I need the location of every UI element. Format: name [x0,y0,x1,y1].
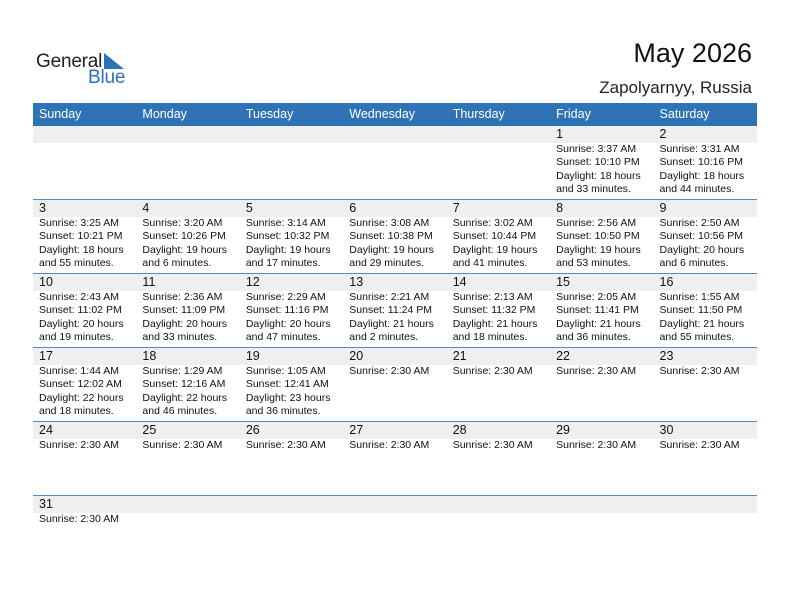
sun-info-line: Daylight: 19 hours [349,243,434,256]
sun-info-line: Sunrise: 3:37 AM [556,143,637,155]
calendar-week-row [33,200,757,274]
sun-info-line: and 29 minutes. [349,256,424,269]
day-number: 10 [39,275,53,289]
day-number: 12 [245,275,260,289]
sun-info-line: Sunrise: 2:30 AM [349,365,430,377]
day-number: 29 [556,423,571,437]
sun-info-line: Sunset: 11:16 PM [245,304,329,317]
sun-info-line: Sunrise: 2:30 AM [245,439,326,451]
sun-info-line: and 41 minutes. [452,256,528,269]
day-sun-info [556,439,653,452]
sun-info-line: and 18 minutes. [452,330,528,343]
calendar-day-cell [654,200,757,273]
day-sun-info [660,439,757,452]
calendar-day-cell [33,496,136,569]
sun-info-line: Sunrise: 2:50 AM [659,217,740,229]
sun-info-line: Sunrise: 2:30 AM [659,365,740,377]
day-sun-info [39,291,136,344]
weekday-thursday: Thursday [452,107,505,121]
calendar-day-cell [654,496,757,569]
sun-info-line: Daylight: 19 hours [142,243,228,256]
sun-info-line: Sunrise: 2:29 AM [245,291,326,303]
day-number: 31 [39,497,53,511]
day-number: 26 [245,423,260,437]
sun-info-line: and 6 minutes. [142,256,212,269]
calendar-day-cell [550,274,653,347]
day-number: 18 [142,349,157,363]
day-number: 4 [142,201,150,215]
calendar-day-cell [33,348,136,421]
location-label: Zapolyarnyy, Russia [599,78,752,97]
calendar-day-cell [136,200,239,273]
sun-info-line: Sunrise: 3:14 AM [245,217,326,229]
calendar-day-cell [136,126,239,199]
calendar-day-cell [240,348,343,421]
weekday-header [33,103,757,126]
day-number: 11 [142,275,156,289]
day-sun-info [660,291,757,344]
day-number: 21 [452,349,467,363]
sun-info-line: and 18 minutes. [39,404,114,417]
calendar-day-cell [240,200,343,273]
calendar-day-cell [136,422,239,495]
calendar-day-cell [550,126,653,199]
sun-info-line: Sunset: 10:26 PM [142,230,226,243]
sun-info-line: Daylight: 23 hours [245,391,331,404]
weekday-tuesday: Tuesday [245,107,294,121]
sun-info-line: Sunrise: 3:25 AM [39,217,119,229]
day-sun-info [39,217,136,270]
weekday-sunday: Sunday [39,107,82,121]
day-number: 20 [349,349,364,363]
sun-info-line: Sunset: 12:16 AM [142,378,226,391]
day-sun-info [246,217,343,270]
calendar-day-cell [550,348,653,421]
day-number [453,126,550,143]
calendar-week-row [33,274,757,348]
sun-info-line: Sunset: 12:02 AM [39,378,122,391]
calendar-day-cell [240,126,343,199]
day-number: 2 [659,127,667,141]
calendar-day-cell [550,200,653,273]
calendar-day-cell [240,496,343,569]
weekday-saturday: Saturday [659,107,710,121]
sun-info-line: Daylight: 19 hours [556,243,641,256]
day-number: 7 [452,201,460,215]
day-number [39,126,136,143]
day-number [246,496,343,513]
sun-info-line: and 19 minutes. [39,330,114,343]
sun-info-line: Sunset: 10:21 PM [39,230,123,243]
sun-info-line: Daylight: 22 hours [142,391,228,404]
sun-info-line: and 36 minutes. [556,330,631,343]
day-sun-info [142,439,239,452]
day-number: 17 [39,349,53,363]
day-number: 13 [349,275,364,289]
day-sun-info [660,217,757,270]
day-number: 14 [452,275,467,289]
sun-info-line: and 33 minutes. [556,182,631,195]
sun-info-line: Daylight: 18 hours [39,243,124,256]
calendar-day-cell [447,348,550,421]
day-number: 22 [556,349,571,363]
calendar-day-cell [654,126,757,199]
weekday-wednesday: Wednesday [349,107,416,121]
calendar-day-cell [343,496,446,569]
sun-info-line: and 55 minutes. [39,256,114,269]
sun-info-line: Sunset: 11:24 PM [349,304,432,317]
day-number: 28 [452,423,467,437]
sun-info-line: Sunset: 10:44 PM [452,230,537,243]
day-number: 24 [39,423,53,437]
calendar-day-cell [240,274,343,347]
sun-info-line: Daylight: 21 hours [556,317,641,330]
day-number: 16 [659,275,674,289]
sun-info-line: Sunrise: 2:30 AM [39,439,119,451]
calendar-day-cell [654,274,757,347]
logo-word-blue: Blue [88,67,126,88]
sun-info-line: Daylight: 19 hours [245,243,331,256]
calendar-day-cell [33,126,136,199]
sun-info-line: Sunrise: 2:21 AM [349,291,430,303]
calendar-day-cell [447,496,550,569]
day-sun-info [349,439,446,452]
calendar-day-cell [33,422,136,495]
sun-info-line: Sunset: 10:38 PM [349,230,433,243]
sun-info-line: Sunrise: 2:30 AM [349,439,430,451]
sun-info-line: and 33 minutes. [142,330,218,343]
sun-info-line: Sunset: 11:50 PM [659,304,743,317]
day-number [142,496,239,513]
day-number: 30 [659,423,674,437]
day-sun-info [660,143,757,196]
sun-info-line: Daylight: 21 hours [659,317,745,330]
day-number: 15 [556,275,571,289]
sun-info-line: Sunrise: 2:30 AM [659,439,740,451]
day-sun-info [142,217,239,270]
calendar-week-row [33,496,757,569]
calendar-day-cell [343,274,446,347]
day-sun-info [453,291,550,344]
calendar-day-cell [654,348,757,421]
day-number: 1 [556,127,564,141]
calendar-day-cell [33,274,136,347]
day-number: 25 [142,423,157,437]
day-sun-info [556,291,653,344]
sun-info-line: Daylight: 21 hours [452,317,538,330]
sun-info-line: Sunrise: 3:20 AM [142,217,223,229]
weekday-friday: Friday [556,107,591,121]
day-number [453,496,550,513]
day-sun-info [556,365,653,378]
sun-info-line: Sunrise: 1:55 AM [659,291,740,303]
calendar-day-cell [447,422,550,495]
sun-info-line: Sunrise: 1:44 AM [39,365,119,377]
calendar-day-cell [136,274,239,347]
day-sun-info [660,365,757,378]
day-number: 3 [39,201,46,215]
sun-info-line: Daylight: 20 hours [142,317,228,330]
calendar-weeks [33,126,757,569]
calendar-day-cell [136,496,239,569]
day-sun-info [246,365,343,418]
weekday-monday: Monday [142,107,187,121]
day-sun-info [556,143,653,196]
sun-info-line: Daylight: 18 hours [556,169,641,182]
sun-info-line: and 55 minutes. [659,330,735,343]
sun-info-line: Sunrise: 2:13 AM [452,291,533,303]
sun-info-line: Sunrise: 2:05 AM [556,291,637,303]
logo [36,50,136,90]
day-sun-info [453,365,550,378]
day-sun-info [349,365,446,378]
day-sun-info [39,439,136,452]
day-sun-info [246,291,343,344]
sun-info-line: and 53 minutes. [556,256,631,269]
calendar-day-cell [550,422,653,495]
calendar-day-cell [343,200,446,273]
sun-info-line: Daylight: 18 hours [659,169,745,182]
sun-info-line: and 44 minutes. [659,182,735,195]
day-number: 23 [659,349,674,363]
sun-info-line: Sunset: 11:09 PM [142,304,226,317]
sun-info-line: Sunrise: 1:05 AM [245,365,326,377]
calendar-day-cell [447,200,550,273]
calendar-week-row [33,422,757,496]
day-number: 27 [349,423,364,437]
sun-info-line: Sunrise: 3:02 AM [452,217,533,229]
calendar-day-cell [447,126,550,199]
sun-info-line: and 36 minutes. [245,404,321,417]
sun-info-line: Sunset: 10:10 PM [556,156,640,169]
sun-info-line: Sunrise: 2:30 AM [452,439,533,451]
sun-info-line: Daylight: 21 hours [349,317,434,330]
sun-info-line: Daylight: 22 hours [39,391,124,404]
sun-info-line: Sunset: 12:41 AM [245,378,329,391]
sun-info-line: Sunrise: 3:31 AM [659,143,740,155]
day-number [246,126,343,143]
day-number: 6 [349,201,357,215]
day-sun-info [39,513,136,526]
sun-info-line: Daylight: 20 hours [659,243,745,256]
sun-info-line: Sunset: 10:50 PM [556,230,640,243]
logo-word-general: General [36,51,103,72]
day-sun-info [453,439,550,452]
calendar-day-cell [33,200,136,273]
sun-info-line: Sunset: 10:56 PM [659,230,743,243]
sun-info-line: and 47 minutes. [245,330,321,343]
sun-info-line: Sunrise: 2:43 AM [39,291,119,303]
sun-info-line: Sunrise: 2:30 AM [556,365,637,377]
calendar-day-cell [343,422,446,495]
sun-info-line: Sunrise: 3:08 AM [349,217,430,229]
day-number: 8 [556,201,564,215]
sun-info-line: Sunrise: 2:36 AM [142,291,223,303]
calendar-day-cell [447,274,550,347]
day-number [349,496,446,513]
day-number [556,496,653,513]
calendar-day-cell [136,348,239,421]
day-sun-info [349,217,446,270]
day-sun-info [246,439,343,452]
calendar-day-cell [343,126,446,199]
day-number: 5 [245,201,253,215]
day-number: 19 [245,349,260,363]
day-sun-info [39,365,136,418]
sun-info-line: Sunset: 10:32 PM [245,230,330,243]
calendar-week-row [33,126,757,200]
sun-info-line: Sunrise: 2:30 AM [142,439,223,451]
calendar-day-cell [654,422,757,495]
day-sun-info [349,291,446,344]
page-title: May 2026 [633,38,752,68]
day-sun-info [142,365,239,418]
sun-info-line: Sunset: 11:02 PM [39,304,122,317]
sun-info-line: Sunrise: 2:30 AM [556,439,637,451]
calendar [33,103,757,569]
sun-info-line: Daylight: 19 hours [452,243,538,256]
calendar-week-row [33,348,757,422]
sun-info-line: and 2 minutes. [349,330,419,343]
sun-info-line: and 6 minutes. [659,256,729,269]
sun-info-line: Sunrise: 2:56 AM [556,217,637,229]
day-number [142,126,239,143]
calendar-day-cell [550,496,653,569]
sun-info-line: Sunrise: 1:29 AM [142,365,223,377]
day-sun-info [556,217,653,270]
sun-info-line: Daylight: 20 hours [39,317,124,330]
sun-info-line: Sunset: 10:16 PM [659,156,743,169]
calendar-day-cell [343,348,446,421]
sun-info-line: Sunrise: 2:30 AM [39,513,119,525]
sun-info-line: Sunrise: 2:30 AM [452,365,533,377]
sun-info-line: Sunset: 11:32 PM [452,304,536,317]
day-number [349,126,446,143]
sun-info-line: and 17 minutes. [245,256,321,269]
day-sun-info [453,217,550,270]
day-number [660,496,757,513]
sun-info-line: and 46 minutes. [142,404,218,417]
sun-info-line: Sunset: 11:41 PM [556,304,639,317]
day-number: 9 [659,201,667,215]
day-sun-info [142,291,239,344]
sun-info-line: Daylight: 20 hours [245,317,331,330]
calendar-day-cell [240,422,343,495]
